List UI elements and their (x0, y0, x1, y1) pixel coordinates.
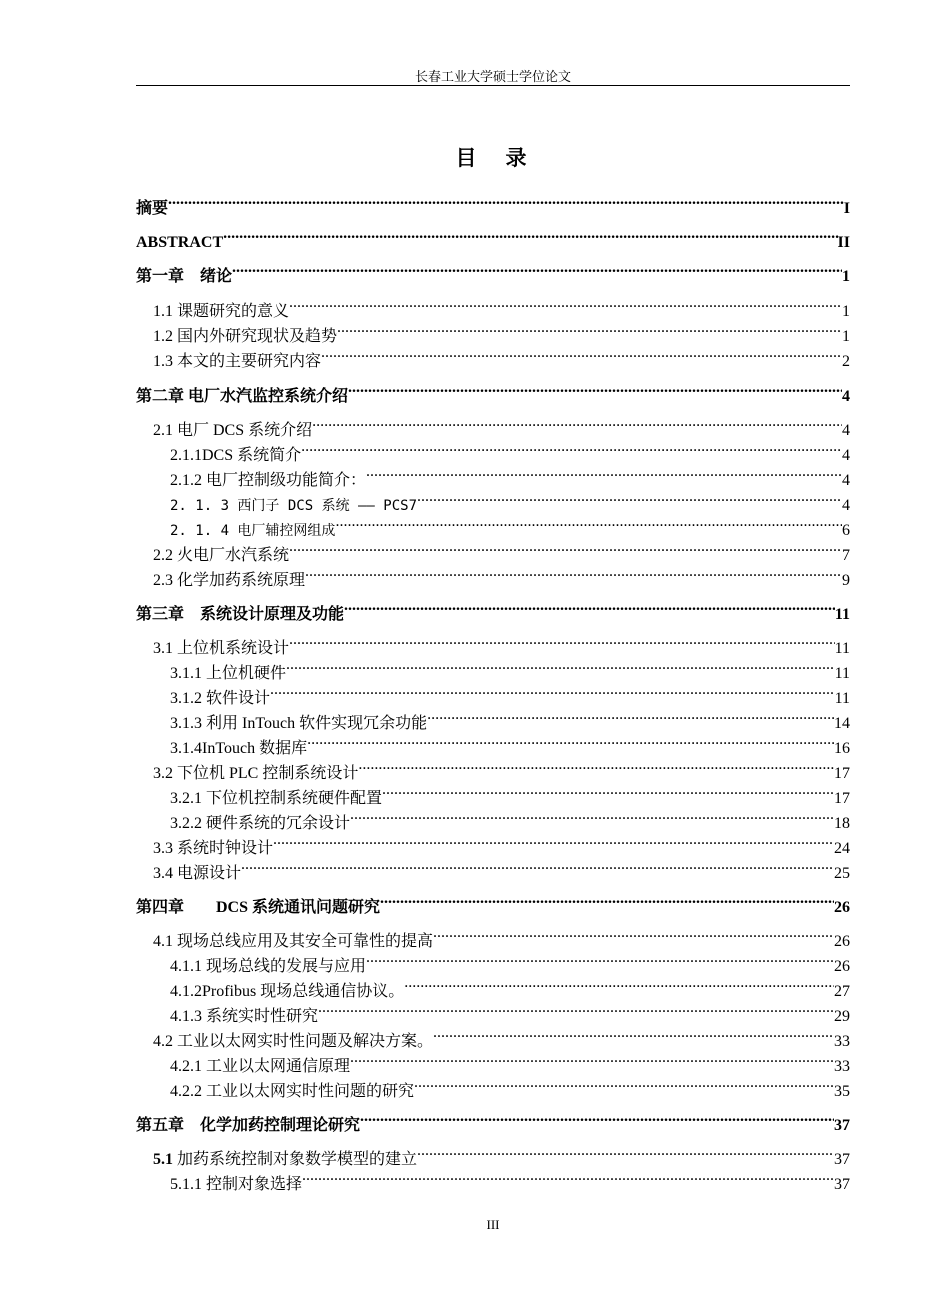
toc-entry-page: 11 (834, 690, 850, 707)
toc-leader-dots (321, 346, 842, 366)
toc-entry-title: 3.4 电源设计 (153, 865, 242, 882)
toc-entry-title: 2.3 化学加药系统原理 (153, 572, 306, 589)
toc-entry-page: 6 (842, 522, 850, 539)
toc-entry[interactable] (136, 227, 850, 253)
toc-entry[interactable] (136, 193, 850, 219)
toc-entry-title: 2.1 电厂 DCS 系统介绍 (153, 422, 313, 439)
toc-entry-title: 3.2 下位机 PLC 控制系统设计 (153, 765, 359, 782)
toc-entry-title: 4.2.2 工业以太网实时性问题的研究 (170, 1083, 415, 1100)
toc-entry-page: 2 (842, 353, 850, 370)
toc-leader-dots (360, 1110, 834, 1130)
toc-entry-page: II (837, 234, 850, 251)
toc-entry[interactable] (136, 1076, 850, 1102)
toc-entry-page: 9 (842, 572, 850, 589)
toc-entry-title: 摘要 (136, 200, 169, 217)
toc-entry-title: 3.2.2 硬件系统的冗余设计 (170, 815, 351, 832)
toc-entry[interactable] (136, 758, 850, 784)
toc-entry-page: 11 (834, 606, 850, 623)
toc-entry[interactable] (136, 658, 850, 684)
toc-leader-dots (350, 808, 834, 828)
toc-leader-dots (273, 833, 834, 853)
toc-entry-page: 35 (834, 1083, 850, 1100)
toc-entry[interactable] (136, 346, 850, 372)
toc-entry-title: 1.3 本文的主要研究内容 (153, 353, 322, 370)
toc-entry[interactable] (136, 892, 850, 918)
toc-leader-dots (286, 658, 835, 678)
toc-entry-page: 26 (834, 933, 850, 950)
toc-leader-dots (312, 415, 842, 435)
toc-leader-dots (232, 261, 842, 281)
toc-entry-title: 2. 1. 3 西门子 DCS 系统 —— PCS7 (170, 498, 418, 514)
toc-entry-page: 11 (834, 640, 850, 657)
toc-leader-dots (270, 683, 835, 703)
toc-entry-title: 2.1.2 电厂控制级功能简介： (170, 472, 367, 489)
toc-leader-dots (335, 515, 842, 535)
toc-entry-page: 18 (834, 815, 850, 832)
toc-leader-dots (366, 465, 842, 485)
toc-entry-title: 3.2.1 下位机控制系统硬件配置 (170, 790, 383, 807)
toc-leader-dots (307, 733, 834, 753)
toc-entry[interactable] (136, 926, 850, 952)
toc-entry-page: 4 (842, 472, 850, 489)
toc-entry[interactable] (136, 833, 850, 859)
toc-leader-dots (417, 490, 842, 510)
page-number: III (486, 1217, 500, 1232)
toc-entry[interactable] (136, 858, 850, 884)
toc-entry-page: 33 (834, 1058, 850, 1075)
toc-entry-title: 4.1.2Profibus 现场总线通信协议。 (170, 983, 405, 1000)
toc-entry[interactable] (136, 515, 850, 541)
toc-leader-dots (427, 708, 834, 728)
toc-entry-page: I (843, 200, 850, 217)
toc-leader-dots (433, 1026, 834, 1046)
toc-entry-page: 37 (834, 1151, 850, 1168)
toc-entry[interactable] (136, 540, 850, 566)
toc-entry-title: 3.1 上位机系统设计 (153, 640, 290, 657)
toc-leader-dots (350, 1051, 834, 1071)
toc-entry-title: 3.1.1 上位机硬件 (170, 665, 287, 682)
toc-entry-title: 第五章 化学加药控制理论研究 (136, 1117, 361, 1134)
toc-entry[interactable] (136, 1001, 850, 1027)
toc-entry-title: 第一章 绪论 (136, 268, 233, 285)
toc-entry-page: 24 (834, 840, 850, 857)
toc-leader-dots (414, 1076, 834, 1096)
toc-leader-dots (404, 976, 834, 996)
toc-entry-title: 2. 1. 4 电厂辅控网组成 (170, 523, 336, 539)
toc-entry[interactable] (136, 1026, 850, 1052)
toc-entry-title: 3.1.2 软件设计 (170, 690, 271, 707)
toc-entry[interactable] (136, 633, 850, 659)
toc-leader-dots (366, 951, 834, 971)
toc-entry-title: 4.1.1 现场总线的发展与应用 (170, 958, 367, 975)
toc-entry[interactable] (136, 1110, 850, 1136)
toc-entry[interactable] (136, 733, 850, 759)
toc-leader-dots (301, 440, 842, 460)
toc-entry-page: 26 (834, 958, 850, 975)
toc-leader-dots (417, 1144, 834, 1164)
toc-entry[interactable] (136, 381, 850, 407)
toc-entry-title: 4.2.1 工业以太网通信原理 (170, 1058, 351, 1075)
toc-leader-dots (344, 599, 835, 619)
toc-leader-dots (302, 1169, 834, 1189)
toc-entry-title: 5.1 加药系统控制对象数学模型的建立 (153, 1151, 418, 1168)
toc-entry[interactable] (136, 440, 850, 466)
toc-entry-title: 3.1.4InTouch 数据库 (170, 740, 308, 757)
toc-entry[interactable] (136, 261, 850, 287)
toc-entry-page: 11 (834, 665, 850, 682)
toc-entry[interactable] (136, 415, 850, 441)
toc-entry-page: 29 (834, 1008, 850, 1025)
toc-entry-title: 4.1.3 系统实时性研究 (170, 1008, 319, 1025)
toc-leader-dots (337, 321, 842, 341)
toc-leader-dots (241, 858, 834, 878)
toc-entry-title: 4.1 现场总线应用及其安全可靠性的提高 (153, 933, 434, 950)
toc-leader-dots (380, 892, 834, 912)
toc-entry-title: 4.2 工业以太网实时性问题及解决方案。 (153, 1033, 434, 1050)
toc-entry[interactable] (136, 1169, 850, 1195)
toc-entry-page: 4 (842, 422, 850, 439)
toc-leader-dots (382, 783, 834, 803)
toc-leader-dots (289, 296, 842, 316)
toc-entry-title: 2.2 火电厂水汽系统 (153, 547, 290, 564)
toc-entry-title: 1.1 课题研究的意义 (153, 303, 290, 320)
toc-entry-page: 14 (834, 715, 850, 732)
toc-entry[interactable] (136, 321, 850, 347)
toc-entry-title: 2.1.1DCS 系统简介 (170, 447, 302, 464)
toc-entry-page: 37 (834, 1176, 850, 1193)
running-header: 长春工业大学硕士学位论文 (414, 69, 571, 84)
toc-leader-dots (348, 381, 842, 401)
toc-entry-title: ABSTRACT (136, 234, 224, 251)
toc-leader-dots (223, 227, 837, 247)
toc-entry-page: 1 (842, 328, 850, 345)
toc-entry[interactable] (136, 683, 850, 709)
toc-entry[interactable] (136, 808, 850, 834)
toc-leader-dots (433, 926, 834, 946)
toc-entry-page: 25 (834, 865, 850, 882)
toc-entry[interactable] (136, 783, 850, 809)
toc-entry[interactable] (136, 1051, 850, 1077)
header-rule (136, 85, 850, 86)
toc-entry-page: 1 (842, 303, 850, 320)
toc-entry-page: 27 (834, 983, 850, 1000)
toc-entry-title: 第二章 电厂水汽监控系统介绍 (136, 388, 349, 405)
toc-leader-dots (168, 193, 844, 213)
toc-leader-dots (318, 1001, 834, 1021)
toc-entry-page: 37 (834, 1117, 850, 1134)
toc-title: 目 录 (455, 146, 531, 170)
toc-entry[interactable] (136, 708, 850, 734)
toc-entry[interactable] (136, 565, 850, 591)
toc-entry[interactable] (136, 951, 850, 977)
toc-entry[interactable] (136, 976, 850, 1002)
toc-entry-page: 7 (842, 547, 850, 564)
toc-entry[interactable] (136, 1144, 850, 1170)
toc-leader-dots (358, 758, 834, 778)
toc-entry-page: 4 (842, 497, 850, 514)
toc-entry[interactable] (136, 490, 850, 516)
toc-entry-title: 1.2 国内外研究现状及趋势 (153, 328, 338, 345)
toc-entry-title: 第三章 系统设计原理及功能 (136, 606, 345, 623)
toc-entry-title: 3.3 系统时钟设计 (153, 840, 274, 857)
toc-leader-dots (305, 565, 842, 585)
toc-entry-page: 4 (842, 447, 850, 464)
toc-leader-dots (289, 540, 842, 560)
toc-entry-page: 17 (834, 765, 850, 782)
toc-entry-title: 5.1.1 控制对象选择 (170, 1176, 303, 1193)
toc-entry[interactable] (136, 465, 850, 491)
toc-entry-page: 1 (842, 268, 850, 285)
toc-entry[interactable] (136, 296, 850, 322)
toc-entry-page: 33 (834, 1033, 850, 1050)
toc-entry-title: 3.1.3 利用 InTouch 软件实现冗余功能 (170, 715, 428, 732)
toc-entry-page: 26 (834, 899, 850, 916)
toc-leader-dots (289, 633, 835, 653)
toc-entry-page: 4 (842, 388, 850, 405)
toc-entry[interactable] (136, 599, 850, 625)
toc-entry-page: 16 (834, 740, 850, 757)
toc-entry-page: 17 (834, 790, 850, 807)
toc-entry-title: 第四章 DCS 系统通讯问题研究 (136, 899, 381, 916)
